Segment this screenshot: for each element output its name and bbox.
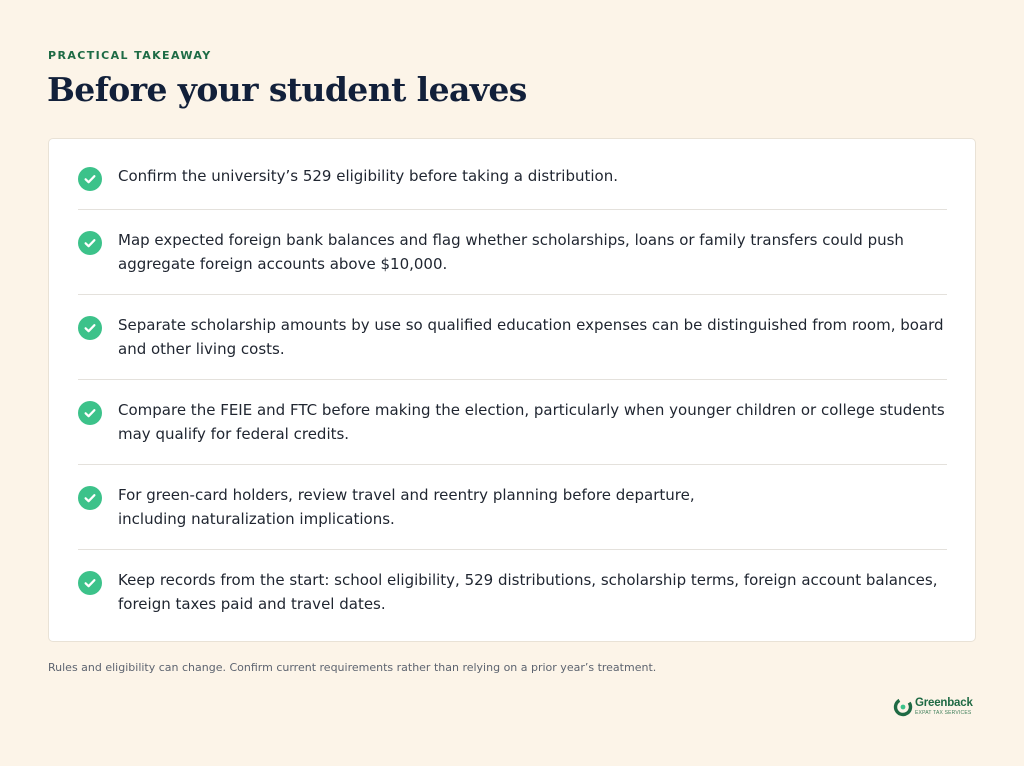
check-circle-icon: [78, 401, 102, 425]
eyebrow-label: PRACTICAL TAKEAWAY: [48, 49, 212, 62]
checklist-item: [78, 210, 947, 295]
logo-tagline: EXPAT TAX SERVICES: [915, 710, 972, 716]
footnote: Rules and eligibility can change. Confirm current requirements rather than relying on a prior year’s treatment.: [48, 661, 657, 674]
checklist-item: [78, 380, 947, 465]
greenback-logo-icon: [893, 697, 913, 717]
checklist-item: [78, 550, 947, 641]
checklist-item: [78, 139, 947, 210]
checklist-item-text: Separate scholarship amounts by use so qualified education expenses can be distinguished from room, board and other living costs.: [118, 316, 944, 358]
checklist: [78, 139, 947, 641]
checklist-item-text: Confirm the university’s 529 eligibility before taking a distribution.: [118, 167, 618, 185]
logo-wordmark: Greenback: [915, 697, 973, 709]
checklist-item-text: For green-card holders, review travel and reentry planning before departure, including naturalization implications.: [118, 486, 695, 528]
checklist-item: [78, 295, 947, 380]
check-circle-icon: [78, 316, 102, 340]
takeaway-card: [48, 138, 976, 642]
check-circle-icon: [78, 167, 102, 191]
check-circle-icon: [78, 231, 102, 255]
checklist-item-text: Keep records from the start: school eligibility, 529 distributions, scholarship terms, foreign account balances, foreign taxes paid and travel dates.: [118, 571, 938, 613]
page-title: Before your student leaves: [47, 70, 527, 109]
greenback-logo: [893, 697, 979, 719]
checklist-item: [78, 465, 947, 550]
checklist-item-text: Map expected foreign bank balances and flag whether scholarships, loans or family transfers could push aggregate foreign accounts above $10,000.: [118, 231, 904, 273]
check-circle-icon: [78, 571, 102, 595]
checklist-item-text: Compare the FEIE and FTC before making the election, particularly when younger children or college students may qualify for federal credits.: [118, 401, 945, 443]
check-circle-icon: [78, 486, 102, 510]
